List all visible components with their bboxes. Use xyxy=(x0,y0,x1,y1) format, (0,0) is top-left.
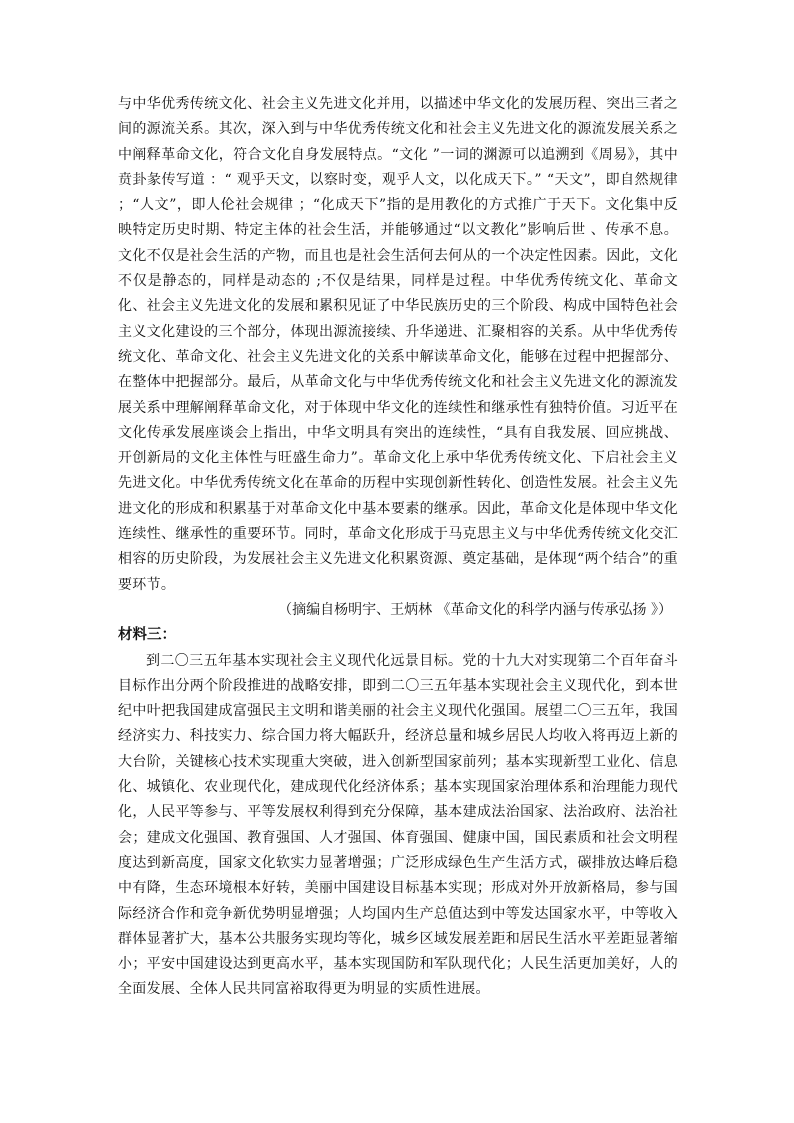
material3-heading: 材料三： xyxy=(118,627,176,644)
material2-body: 与中华优秀传统文化、社会主义先进文化并用，以描述中华文化的发展历程、突出三者之间的源流关系。其次，深入到与中华优秀传统文化和社会主义先进文化的源流发展关系之中阐释革命文化，符合文化自身发展特点。“文化 ”一词的渊源可以追溯到《周易》，其中贲卦彖传写道 ：“ 观乎天文，以察时变，观乎人文，以化成天下。” “天文”，即自然规律 ；“人文”，即人伦社会规律 ；“化成天下”指的是用教化的方式推广于天下。文化集中反映特定历史时期、特定主体的社会生活，并能够通过“以文教化”影响后世 、传承不息。文化不仅是社会生活的产物，而且也是社会生活何去何从的一个决定性因素。因此，文化不仅是静态的，同样是动态的 ;不仅是结果，同样是过程。中华优秀传统文化、革命文化、社会主义先进文化的发展和累积见证了中华民族历史的三个阶段、构成中国特色社会主义文化建设的三个部分，体现出源流接续、升华递进、汇聚相容的关系。从中华优秀传统文化、革命文化、社会主义先进文化的关系中解读革命文化，能够在过程中把握部分、在整体中把握部分。最后，从革命文化与中华优秀传统文化和社会主义先进文化的源流发展关系中理解阐释革命文化，对于体现中华文化的连续性和继承性有独特价值。习近平在文化传承发展座谈会上指出，中华文明具有突出的连续性，“具有自我发展、回应挑战、开创新局的文化主体性与旺盛生命力”。革命文化上承中华优秀传统文化、下启社会主义先进文化。中华优秀传统文化在革命的历程中实现创新性转化、创造性发展。社会主义先进文化的形成和积累基于对革命文化中基本要素的继承。因此，革命文化是体现中华文化连续性、继承性的重要环节。同时，革命文化形成于马克思主义与中华优秀传统文化交汇相容的历史阶段，为发展社会主义先进文化积累资源、奠定基础，是体现“两个结合”的重要环节。 xyxy=(118,96,678,593)
material2-source: （摘编自杨明宇、王炳林 《革命文化的科学内涵与传承弘扬 》） xyxy=(278,601,672,618)
document-page xyxy=(118,92,678,1003)
material3-body: 到二〇三五年基本实现社会主义现代化远景目标。党的十九大对实现第二个百年奋斗目标作出分两个阶段推进的战略安排，即到二〇三五年基本实现社会主义现代化，到本世纪中叶把我国建成富强民主文明和谐美丽的社会主义现代化强国。展望二〇三五年，我国经济实力、科技实力、综合国力将大幅跃升，经济总量和城乡居民人均收入将再迈上新的大台阶，关键核心技术实现重大突破，进入创新型国家前列；基本实现新型工业化、信息化、城镇化、农业现代化，建成现代化经济体系；基本实现国家治理体系和治理能力现代化，人民平等参与、平等发展权利得到充分保障，基本建成法治国家、法治政府、法治社会；建成文化强国、教育强国、人才强国、体育强国、健康中国，国民素质和社会文明程度达到新高度，国家文化软实力显著增强；广泛形成绿色生产生活方式，碳排放达峰后稳中有降，生态环境根本好转，美丽中国建设目标基本实现；形成对外开放新格局，参与国际经济合作和竞争新优势明显增强；人均国内生产总值达到中等发达国家水平，中等收入群体显著扩大，基本公共服务实现均等化，城乡区域发展差距和居民生活水平差距显著缩小；平安中国建设达到更高水平，基本实现国防和军队现代化；人民生活更加美好，人的全面发展、全体人民共同富裕取得更为明显的实质性进展。 xyxy=(118,652,678,998)
